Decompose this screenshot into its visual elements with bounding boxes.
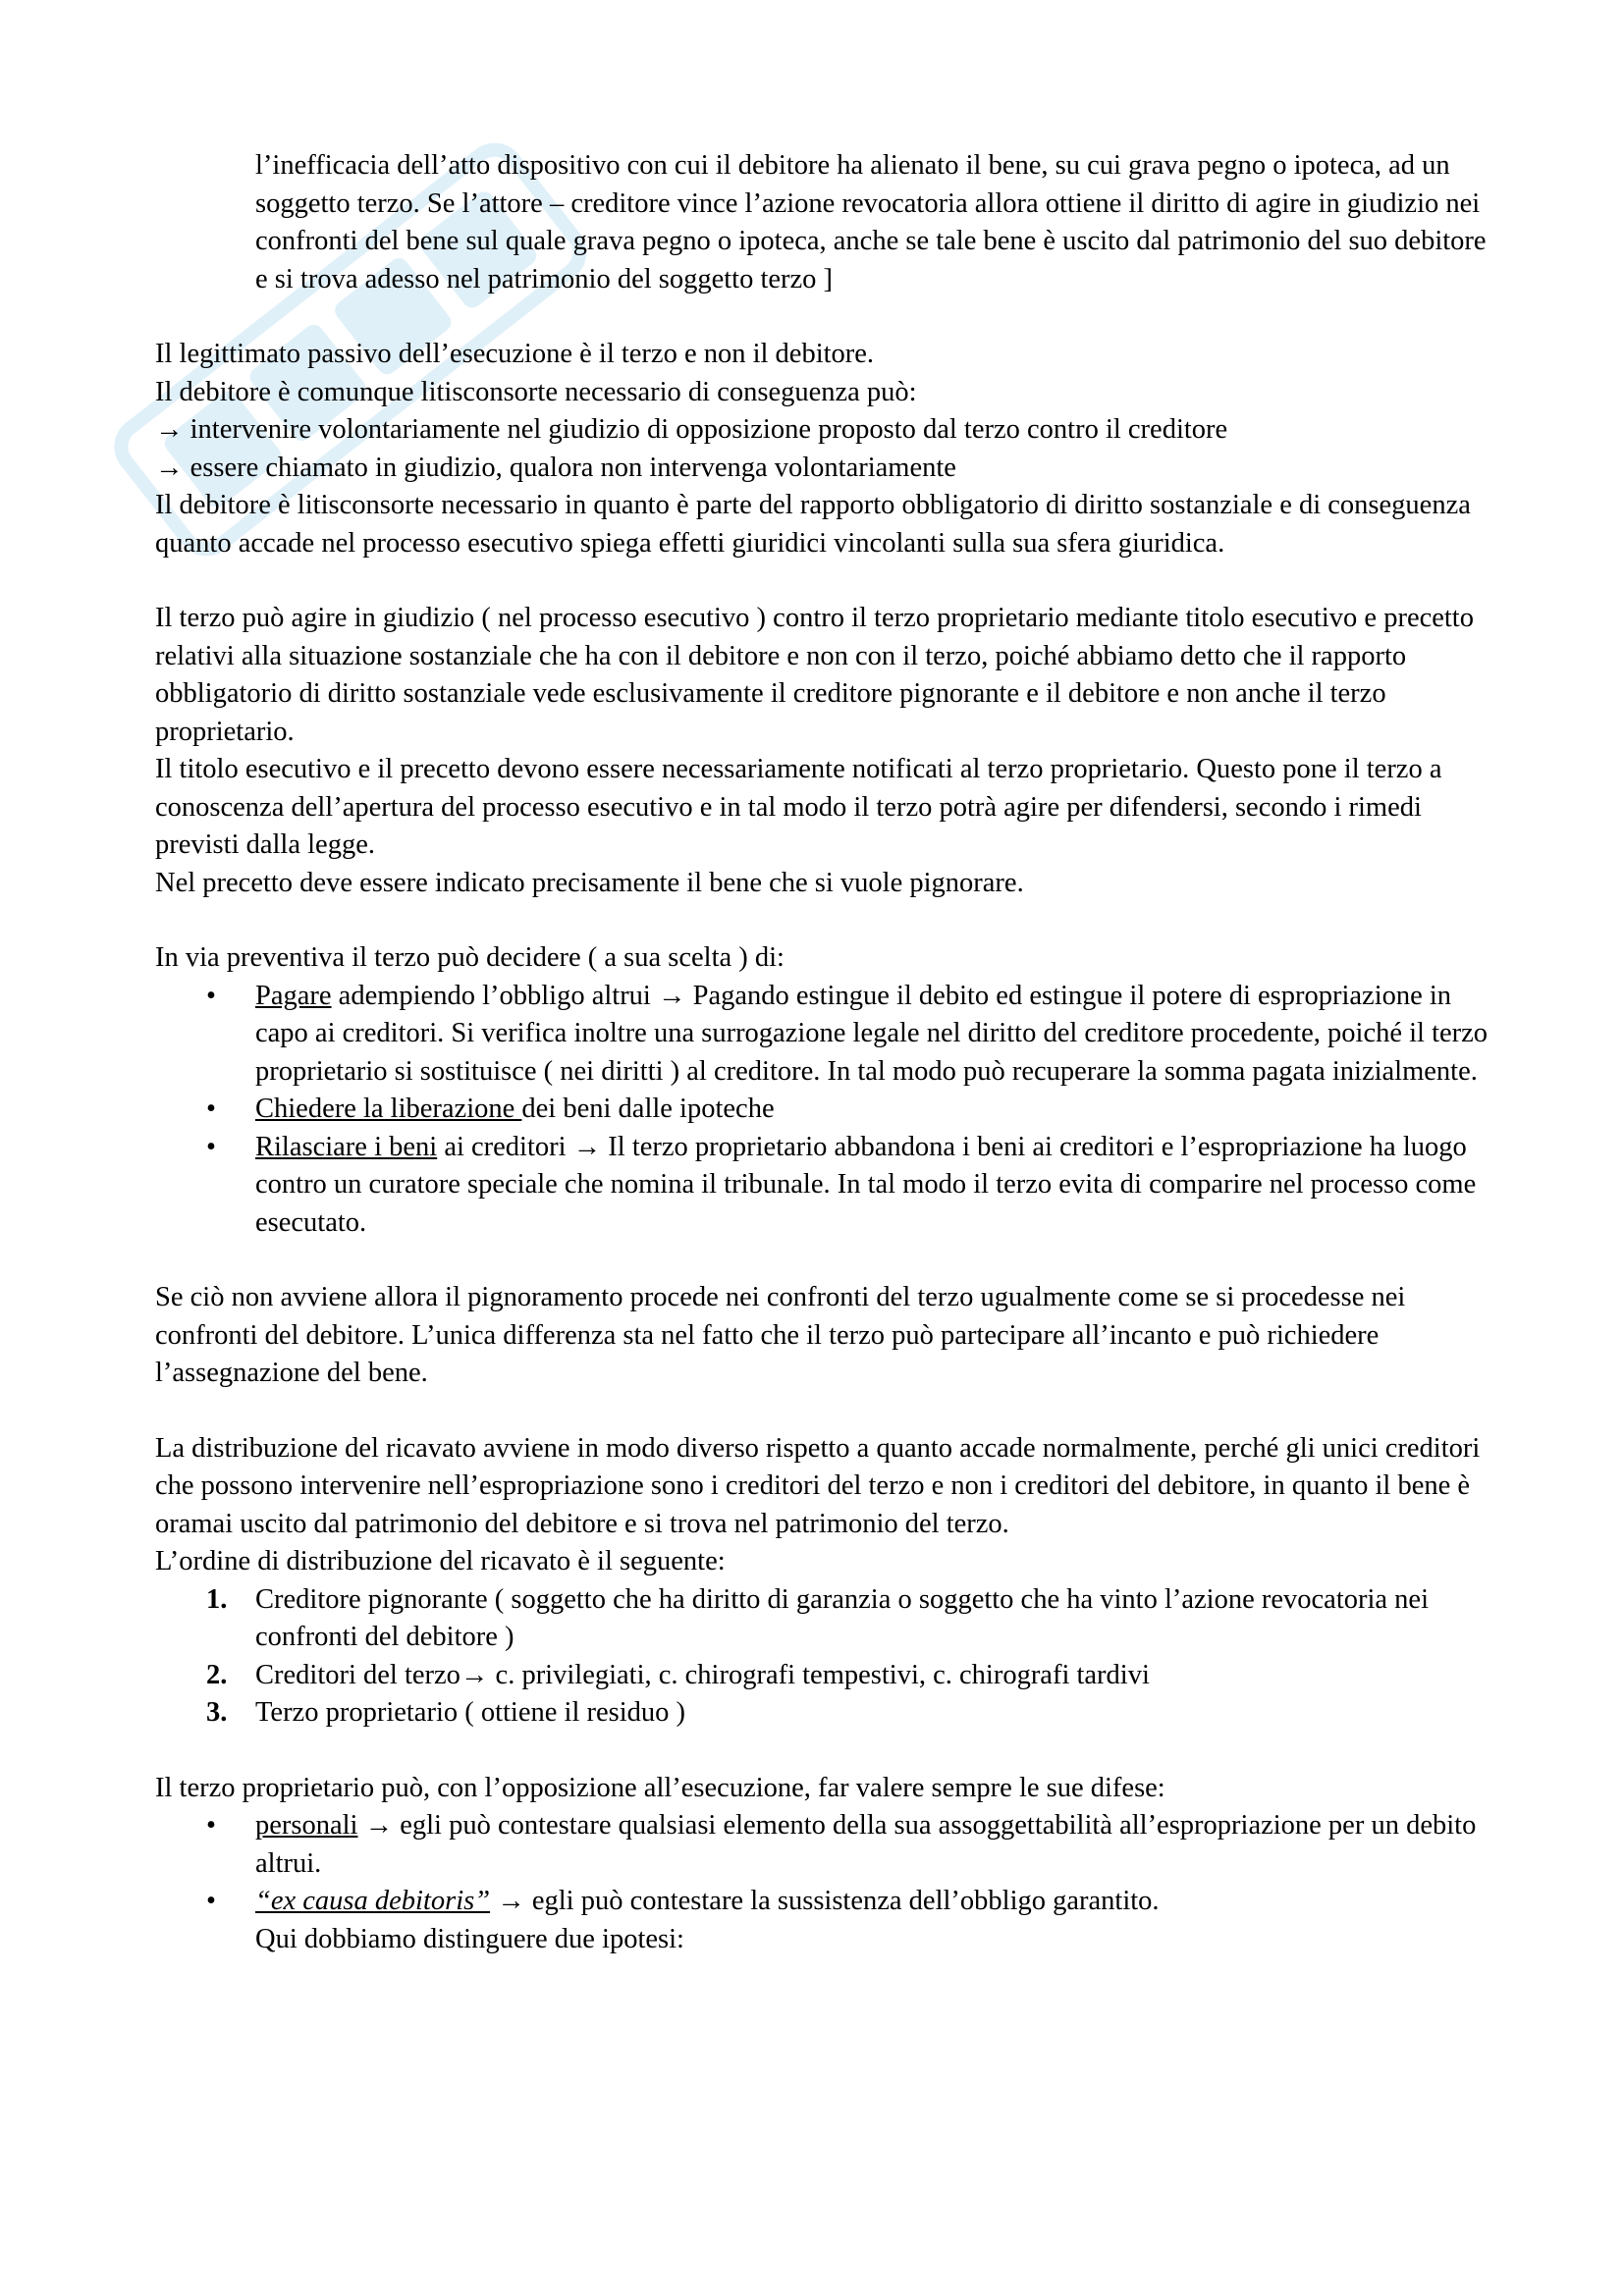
paragraph-defenses	[155, 1770, 1490, 1959]
paragraph-title-precept	[155, 600, 1490, 902]
list-item	[155, 978, 1490, 1092]
number-marker: 3.	[206, 1697, 228, 1728]
document-page	[155, 147, 1490, 1958]
text-line: Il terzo può agire in giudizio ( nel processo esecutivo ) contro il terzo proprietario mediante titolo esecutivo e precetto relativi alla situazione sostanziale che ha con il debitore e non con il terzo, poiché abbiamo detto che il rapporto obbligatorio di diritto sostanziale vede esclusivamente il creditore pignorante e il debitore e non anche il terzo proprietario.	[155, 603, 1474, 747]
text-line: La distribuzione del ricavato avviene in modo diverso rispetto a quanto accade normalmente, perché gli unici creditori che possono intervenire nell’espropriazione sono i creditori del terzo e non i creditori del debitore, in quanto il bene è oramai uscito dal patrimonio del debitore e si trova nel patrimonio del terzo.	[155, 1432, 1481, 1539]
list-item-text: Creditori del terzo→ c. privilegiati, c. chirografi tempestivi, c. chirografi tardivi	[255, 1659, 1150, 1690]
bullet-marker: •	[206, 980, 216, 1011]
list-item-text: adempiendo l’obbligo altrui → Pagando estingue il debito ed estingue il potere di espropriazione in capo ai creditori. Si verifica inoltre una surrogazione legale nel diritto del creditore procedente, poiché il terzo proprietario si sostituisce ( nei diritti ) al creditore. In tal modo può recuperare la somma pagata inizialmente.	[255, 980, 1489, 1087]
paragraph-passive-legitimation	[155, 336, 1490, 562]
underlined-term: “ex causa debitoris”	[255, 1886, 491, 1916]
list-item-text: Terzo proprietario ( ottiene il residuo )	[255, 1697, 686, 1728]
text-line: Il titolo esecutivo e il precetto devono essere necessariamente notificati al terzo proprietario. Questo pone il terzo a conoscenza dell’apertura del processo esecutivo e in tal modo il terzo potrà agire per difendersi, secondo i rimedi previsti dalla legge.	[155, 754, 1442, 860]
text-line: In via preventiva il terzo può decidere ( a sua scelta ) di:	[155, 942, 785, 973]
text-line: → intervenire volontariamente nel giudizio di opposizione proposto dal terzo contro il creditore	[155, 414, 1228, 445]
paragraph-seizure: Se ciò non avviene allora il pignoramento procede nei confronti del terzo ugualmente come se si procedesse nei confronti del debitore. L’unica differenza sta nel fatto che il terzo può partecipare all’incanto e può richiedere l’assegnazione del bene.	[155, 1282, 1406, 1388]
list-item-text: Creditore pignorante ( soggetto che ha diritto di garanzia o soggetto che ha vinto l’azione revocatoria nei confronti del debitore )	[255, 1583, 1429, 1652]
text-line: Nel precetto deve essere indicato precisamente il bene che si vuole pignorare.	[155, 867, 1024, 898]
paragraph-preventive-options	[155, 939, 1490, 1242]
number-marker: 2.	[206, 1659, 228, 1690]
underlined-term: Pagare	[255, 980, 332, 1011]
text-line: Il terzo proprietario può, con l’opposizione all’esecuzione, far valere sempre le sue difese:	[155, 1772, 1165, 1803]
list-item	[155, 1807, 1490, 1883]
list-item	[155, 1883, 1490, 1958]
text-line: Il debitore è comunque litisconsorte necessario di conseguenza può:	[155, 376, 917, 407]
number-marker: 1.	[206, 1583, 228, 1615]
list-item	[155, 1694, 1490, 1733]
underlined-term: Rilasciare i beni	[255, 1131, 438, 1162]
text-line: L’ordine di distribuzione del ricavato è il seguente:	[155, 1546, 726, 1576]
list-item-text: → egli può contestare qualsiasi elemento della sua assoggettabilità all’espropriazione per un debito altrui.	[255, 1810, 1477, 1879]
bullet-marker: •	[206, 1131, 216, 1162]
list-item	[155, 1091, 1490, 1129]
defenses-list	[155, 1807, 1490, 1958]
list-item-text: → egli può contestare la sussistenza dell’obbligo garantito.	[490, 1886, 1160, 1916]
bullet-marker: •	[206, 1094, 216, 1124]
list-item-text: dei beni dalle ipoteche	[521, 1094, 775, 1124]
bullet-marker: •	[206, 1810, 216, 1841]
list-item	[155, 1129, 1490, 1243]
paragraph-distribution	[155, 1430, 1490, 1733]
text-line: → essere chiamato in giudizio, qualora non intervenga volontariamente	[155, 452, 956, 483]
text-line: Il debitore è litisconsorte necessario in quanto è parte del rapporto obbligatorio di diritto sostanziale e di conseguenza quanto accade nel processo esecutivo spiega effetti giuridici vincolanti sulla sua sfera giuridica.	[155, 490, 1471, 559]
preventive-options-list	[155, 978, 1490, 1243]
bullet-marker: •	[206, 1886, 216, 1916]
underlined-term: personali	[255, 1810, 358, 1841]
intro-continuation: l’inefficacia dell’atto dispositivo con cui il debitore ha alienato il bene, su cui grava pegno o ipoteca, ad un soggetto terzo. Se l’attore – creditore vince l’azione revocatoria allora ottiene il diritto di agire in giudizio nei confronti del bene sul quale grava pegno o ipoteca, anche se tale bene è uscito dal patrimonio del suo debitore e si trova adesso nel patrimonio del soggetto terzo ]	[255, 150, 1487, 294]
list-item-text: ai creditori → Il terzo proprietario abbandona i beni ai creditori e l’espropriazione ha luogo contro un curatore speciale che nomina il tribunale. In tal modo il terzo evita di comparire nel processo come esecutato.	[255, 1131, 1477, 1238]
text-line: Il legittimato passivo dell’esecuzione è il terzo e non il debitore.	[155, 339, 875, 369]
underlined-term: Chiedere la liberazione	[255, 1094, 522, 1124]
distribution-order-list	[155, 1581, 1490, 1733]
list-item-continuation: Qui dobbiamo distinguere due ipotesi:	[255, 1923, 684, 1954]
list-item	[155, 1581, 1490, 1657]
list-item	[155, 1657, 1490, 1695]
